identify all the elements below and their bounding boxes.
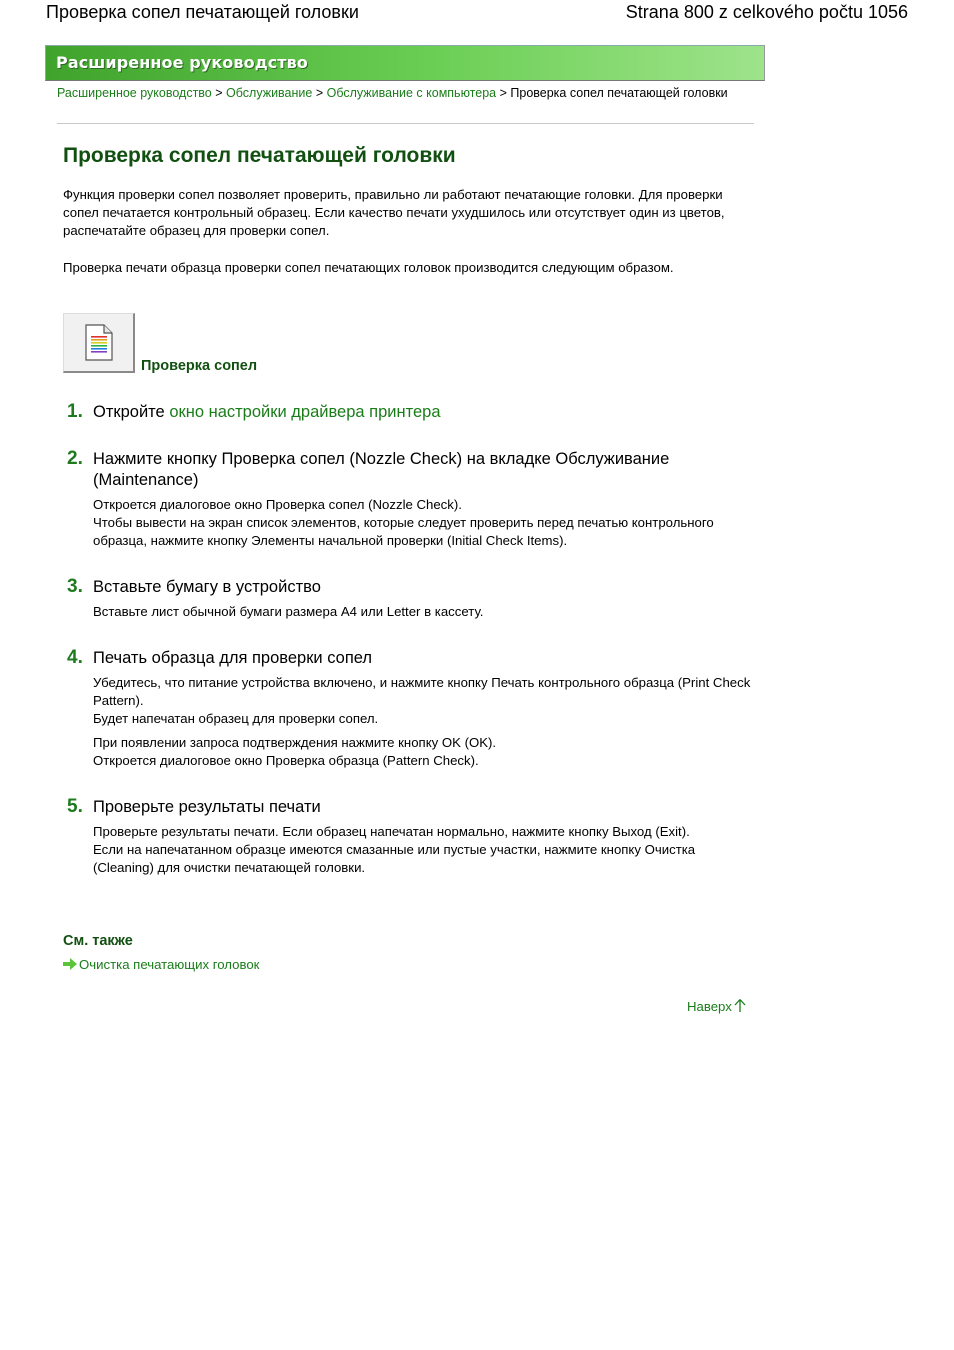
printer-driver-setup-link[interactable]: окно настройки драйвера принтера	[169, 403, 441, 421]
step-text: При появлении запроса подтверждения нажмите кнопку OK (OK).	[93, 735, 497, 750]
step-body	[93, 603, 753, 621]
step-text: Проверьте результаты печати. Если образец напечатан нормально, нажмите кнопку Выход (Exit).	[93, 824, 690, 839]
step-title: Печать образца для проверки сопел	[93, 649, 373, 667]
step-text: Вставьте лист обычной бумаги размера A4 или Letter в кассету.	[93, 604, 484, 619]
intro-paragraph-procedure: Проверка печати образца проверки сопел печатающих головок производится следующим образом.	[63, 260, 674, 275]
nozzle-check-icon	[63, 313, 135, 373]
page-title: Проверка сопел печатающей головки	[63, 144, 456, 167]
step-text: Убедитесь, что питание устройства включено, и нажмите кнопку Печать контрольного образца (Print Check Pattern).	[93, 675, 751, 708]
step-title	[93, 402, 743, 423]
step-title-text: Откройте	[93, 403, 170, 421]
breadcrumb-separator: >	[315, 86, 324, 100]
step-number: 5.	[67, 796, 83, 817]
step-number: 2.	[67, 448, 83, 469]
breadcrumb-current: Проверка сопел печатающей головки	[510, 86, 728, 100]
step-text: Откроется диалоговое окно Проверка образца (Pattern Check).	[93, 753, 479, 768]
arrow-up-icon[interactable]	[734, 999, 746, 1012]
banner	[45, 45, 765, 81]
step-body	[93, 823, 753, 877]
step-body	[93, 674, 753, 770]
back-to-top	[687, 998, 746, 1016]
step-number: 4.	[67, 647, 83, 668]
see-also-heading: См. также	[63, 933, 133, 949]
breadcrumb-link-maintenance-from-computer[interactable]: Обслуживание с компьютера	[326, 86, 497, 100]
arrow-right-icon	[63, 958, 77, 970]
cleaning-print-heads-link[interactable]: Очистка печатающих головок	[79, 957, 260, 972]
step-text: Если на напечатанном образце имеются смазанные или пустые участки, нажмите кнопку Очистка (Cleaning) для очистки печатающей головки.	[93, 842, 696, 875]
step-title: Проверьте результаты печати	[93, 798, 321, 816]
breadcrumb-link-advanced-guide[interactable]: Расширенное руководство	[57, 86, 212, 100]
step-text: Чтобы вывести на экран список элементов, которые следует проверить перед печатью контрольного образца, нажмите кнопку Элементы начальной проверки (Initial Check Items).	[93, 515, 714, 548]
banner-title: Расширенное руководство	[56, 53, 308, 72]
see-also-item	[63, 956, 259, 974]
nozzle-check-caption: Проверка сопел	[141, 358, 258, 374]
step-title: Вставьте бумагу в устройство	[93, 578, 321, 596]
intro-paragraph: Функция проверки сопел позволяет проверить, правильно ли работают печатающие головки. Для проверки сопел печатается контрольный образец. Если качество печати ухудшилось или отсутствует один из цветов, распечатайте образец для проверки сопел.	[63, 187, 725, 238]
back-to-top-link[interactable]: Наверх	[687, 999, 732, 1014]
step-text: Будет напечатан образец для проверки сопел.	[93, 711, 379, 726]
step-body	[93, 496, 753, 550]
document-pattern-icon	[84, 324, 114, 362]
breadcrumb-separator: >	[499, 86, 507, 100]
step-number: 3.	[67, 576, 83, 597]
page-header-page-count: Strana 800 z celkového počtu 1056	[625, 2, 908, 22]
breadcrumb-divider	[57, 123, 754, 124]
breadcrumb-separator: >	[215, 86, 223, 100]
step-text: Откроется диалоговое окно Проверка сопел (Nozzle Check).	[93, 497, 462, 512]
step-title: Нажмите кнопку Проверка сопел (Nozzle Check) на вкладке Обслуживание (Maintenance)	[93, 450, 670, 489]
step-number: 1.	[67, 401, 83, 422]
breadcrumb	[57, 85, 747, 102]
breadcrumb-link-maintenance[interactable]: Обслуживание	[226, 86, 313, 100]
page-header-title: Проверка сопел печатающей головки	[46, 2, 359, 22]
